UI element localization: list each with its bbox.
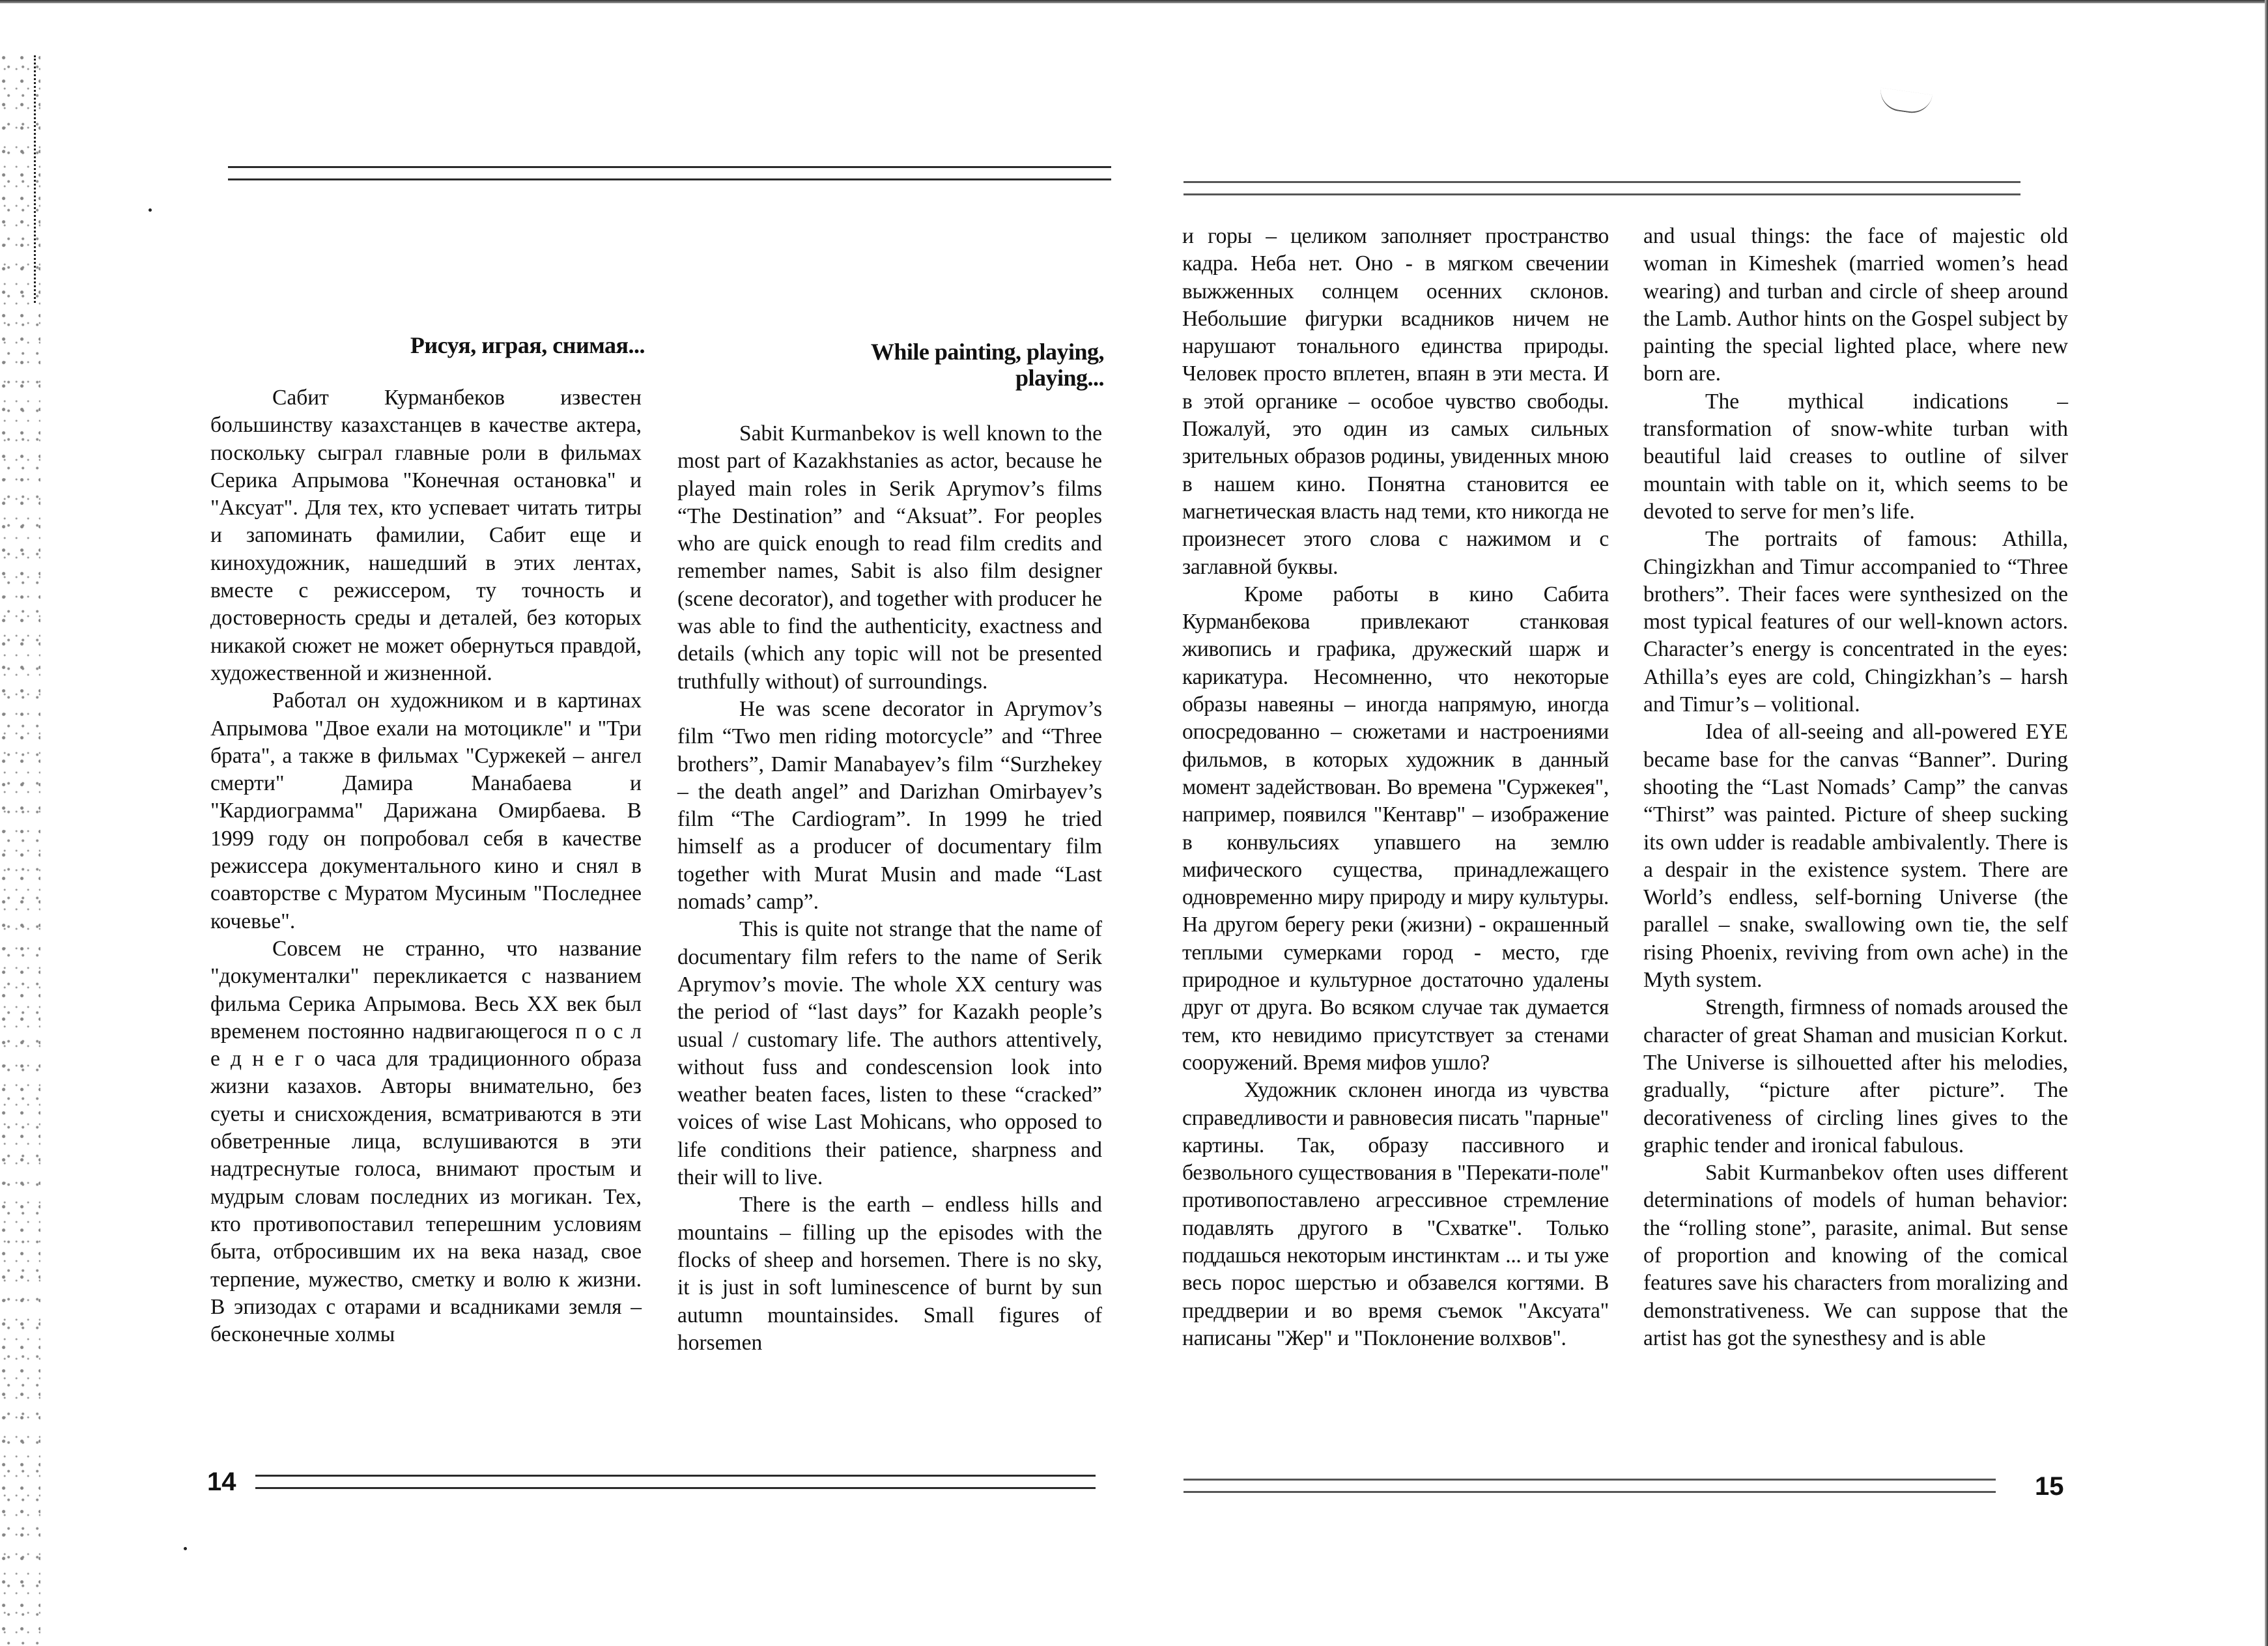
left-page-header-rule [228, 166, 1111, 180]
paragraph: The mythical indications – transformation of snow-white turban with beautiful laid creases to outline of silver mountain with table on it, which seems to be devoted to serve for men’s life. [1643, 389, 2068, 524]
paragraph: and usual things: the face of majestic old woman in Kimeshek (married women’s head wearing) and turban and circle of sheep around the Lamb. Author hints on the Gospel subject by painting the special lighted place, where new born are. [1643, 224, 2068, 386]
scan-speck [184, 1547, 187, 1550]
paragraph: Сабит Курманбеков известен большинству казахстанцев в качестве актера, поскольку сыграл главные роли в фильмах Серика Апрымова "Конечная остановка" и "Аксуат". Для тех, кто успевает читать титры и запоминать фамилии, Сабит еще и кинохудожник, нашедший в этих лентах, вместе с режиссером, ту точность и достоверность среды и деталей, без которых никакой сюжет не может обернуться правдой, художественной и жизненной. [210, 386, 642, 685]
english-heading-line-1: While painting, playing, [870, 339, 1104, 365]
page-number-left: 14 [207, 1468, 236, 1496]
paragraph: Совсем не странно, что название "документалки" перекликается с названием фильма Серика Апрымова. Весь XX век был временем постоянно надвигающегося п о с л е д н е г о часа для традиционного образа жизни казахов. Авторы внимательно, без суеты и снисхождения, всматриваются в эти обветренные лица, вслушиваются в эти надтреснутые голоса, внимают простым и мудрым словам последних из могикан. Тех, кто противопоставил теперешним условиям быта, отбросившим их на века назад, свое терпение, мужество, сметку и волю к жизни. В эпизодах с отарами и всадниками земля – бесконечные холмы [210, 936, 642, 1347]
paragraph: Sabit Kurmanbekov often uses different determinations of models of human behavior: the “rolling stone”, parasite, animal. But sense of proportion and knowing of the comical features save his characters from moralizing and demonstrativeness. We can suppose that the artist has got the synesthesy and is able [1643, 1161, 2068, 1350]
english-article-heading [677, 339, 1104, 391]
scan-left-edge-line [34, 55, 38, 303]
paragraph: Кроме работы в кино Сабита Курманбекова привлекают станковая живопись и графика, дружеский шарж и карикатура. Несомненно, что некоторые образы навеяны – иногда напрямую, иногда опосредованно – сюжетами и настроениями фильмов, в которых художник в данный момент задействован. Во времена "Суржекея", например, появился "Кентавр" – изображение в конвульсиях упавшего на землю мифического существа, принадлежащего одновременно миру природу и миру культуры. На другом берегу реки (жизни) - окрашенный теплыми сумерками город - место, где природное и культурное достаточно удалены друг от друга. Во всяком случае так думается тем, кто невидимо присутствует за стенами сооружений. Время мифов ушло? [1182, 582, 1609, 1075]
paragraph: Художник склонен иногда из чувства справедливости и равновесия писать "парные" картины. Так, образу пассивного и безвольного существования в "Перекати-поле" противопоставлено агрессивное стремление подавлять другого в "Схватке". Только поддашься некоторым инстинктам ... и ты уже весь порос шерстью и обзавелся когтями. В преддверии и во время съемок "Аксуата" написаны "Жер" и "Поклонение волхвов". [1182, 1078, 1609, 1350]
paragraph: Sabit Kurmanbekov is well known to the most part of Kazakhstanies as actor, because he played main roles in Serik Aprymov’s films “The Destination” and “Aksuat”. For peoples who are quick enough to read film credits and remember names, Sabit is also film designer (scene decorator), and together with producer he was able to find the authenticity, exactness and details (which any topic will not be presented truthfully without) of surroundings. [677, 421, 1102, 694]
scan-top-border [0, 0, 2268, 3]
scan-right-border [2265, 0, 2268, 1646]
paragraph: The portraits of famous: Athilla, Chingizkhan and Timur accompanied to “Three brothers”. Their faces were synthesized on the most typical features of our well-known actors. Character’s energy is concentrated in the eyes: Athilla’s eyes are cold, Chingizkhan’s – harsh and Timur’s – volitional. [1643, 527, 2068, 717]
russian-article-heading: Рисуя, играя, снимая... [410, 332, 645, 358]
page-number-right: 15 [2035, 1472, 2064, 1501]
paragraph: There is the earth – endless hills and mountains – filling up the episodes with the flocks of sheep and horsemen. There is no sky, it is just in soft luminescence of burnt by sun autumn mountainsides. Small figures of horsemen [677, 1193, 1102, 1355]
paragraph: Работал он художником и в картинах Апрымова "Двое ехали на мотоцикле" и "Три брата", а также в фильмах "Суржекей – ангел смерти" Дамира Манабаева и "Кардиограмма" Дарижана Омирбаева. В 1999 году он попробовал себя в качестве режиссера документального кино и снял в соавторстве с Муратом Мусиным "Последнее кочевье". [210, 688, 642, 933]
right-page-russian-column [1182, 223, 1609, 1352]
scan-speck [149, 208, 152, 212]
left-page-english-column [677, 420, 1102, 1357]
paragraph: и горы – целиком заполняет пространство кадра. Неба нет. Оно - в мягком свечении выжженных солнцем осенних склонов. Небольшие фигурки всадников ничем не нарушают тонального единства природы. Человек просто вплетен, впаян в эти места. И в этой органике – особое чувство свободы. Пожалуй, это один из самых сильных зрительных образов родины, увиденных мною в нашем кино. Понятна становится ее магнетическая власть над теми, кто никогда не произнесет этого слова с нажимом и с заглавной буквы. [1182, 224, 1609, 579]
right-page-english-column [1643, 223, 2068, 1352]
left-page-footer-rule [255, 1475, 1096, 1489]
right-page-footer-rule [1184, 1479, 1996, 1493]
paragraph: He was scene decorator in Aprymov’s film “Two men riding motorcycle” and “Three brothers”, Damir Manabayev’s film “Surzhekey – the death angel” and Darizhan Omirbayev’s film “The Cardiogram”. In 1999 he tried himself as a producer of documentary film together with Murat Musin and made “Last nomads’ camp”. [677, 696, 1102, 915]
paragraph: Idea of all-seeing and all-powered EYE became base for the canvas “Banner”. During shooting the “Last Nomads’ Camp” the canvas “Thirst” was painted. Picture of sheep sucking its own udder is readable ambivalently. There is a despair in the existence system. There are World’s endless, self-borning Universe (the parallel – snake, swallowing own tie, the self rising Phoenix, reviving from own ache) in the Myth system. [1643, 720, 2068, 993]
english-heading-line-2: playing... [1015, 365, 1104, 391]
paragraph: Strength, firmness of nomads aroused the character of great Shaman and musician Korkut. The Universe is silhouetted after his melodies, gradually, “picture after picture”. The decorativeness of circling lines gives to the graphic tender and ironical fabulous. [1643, 995, 2068, 1157]
right-page-header-rule [1184, 181, 2020, 195]
scan-pen-mark [1878, 88, 1933, 116]
left-page-russian-column [210, 384, 642, 1348]
paragraph: This is quite not strange that the name of documentary film refers to the name of Serik Aprymov’s movie. The whole XX century was the period of “last days” for Kazakh people’s usual / customary life. The authors attentively, without fuss and condescension look into weather beaten faces, listen to these “cracked” voices of wise Last Mohicans, who opposed to life conditions their patience, sharpness and their will to live. [677, 917, 1102, 1190]
